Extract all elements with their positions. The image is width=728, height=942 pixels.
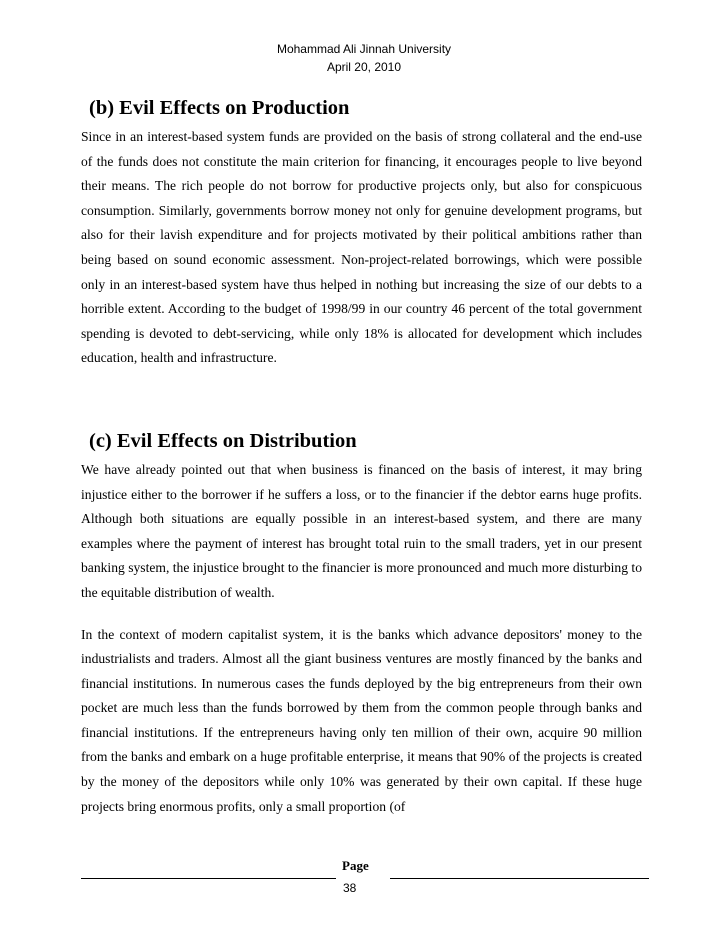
- page-header: [0, 40, 728, 76]
- header-institution: Mohammad Ali Jinnah University: [276, 42, 452, 56]
- paragraph-production: Since in an interest-based system funds are provided on the basis of strong collateral and the end-use of the funds does not constitute the main criterion for financing, it encourages people to live beyond their means. The rich people do not borrow for productive projects only, but also for conspicuous consumption. Similarly, governments borrow money not only for genuine development programs, but also for their lavish expenditure and for projects motivated by their political ambitions rather than being based on sound economic assessment. Non-project-related borrowings, which were possible only in an interest-based system have thus helped in nothing but increasing the size of our debts to a horrible extent. According to the budget of 1998/99 in our country 46 percent of the total government spending is devoted to debt-servicing, while only 18% is allocated for development which includes education, health and infrastructure.: [81, 129, 642, 366]
- document-body: [81, 92, 642, 819]
- header-date: April 20, 2010: [326, 60, 402, 74]
- paragraph-distribution-1: We have already pointed out that when business is financed on the basis of interest, it may bring injustice either to the borrower if he suffers a loss, or to the financier if the debtor earns huge profits. Although both situations are equally possible in an interest-based system, and there are many examples where the payment of interest has brought total ruin to the small traders, yet in our present banking system, the injustice brought to the financier is more pronounced and much more disturbing to the equitable distribution of wealth.: [81, 461, 643, 600]
- footer-rule-right: [390, 878, 649, 879]
- footer-page-label: Page: [342, 858, 369, 873]
- footer-rule-left: [81, 878, 336, 879]
- paragraph-distribution-2: In the context of modern capitalist system, it is the banks which advance depositors' money to the industrialists and traders. Almost all the giant business ventures are mostly financed by the banks and financial institutions. In numerous cases the funds deployed by the big entrepreneurs from their own pocket are much less than the funds borrowed by them from the common people through banks and financial institutions. If the entrepreneurs having only ten million of their own, acquire 90 million from the banks and embark on a huge profitable enterprise, it means that 90% of the projects is created by the money of the depositors while only 10% was generated by their own capital. If these huge projects bring enormous profits, only a small proportion (of: [81, 626, 642, 814]
- section-heading-distribution: (c) Evil Effects on Distribution: [89, 429, 357, 452]
- section-heading-production: (b) Evil Effects on Production: [89, 97, 350, 119]
- footer-page-number: 38: [343, 881, 357, 895]
